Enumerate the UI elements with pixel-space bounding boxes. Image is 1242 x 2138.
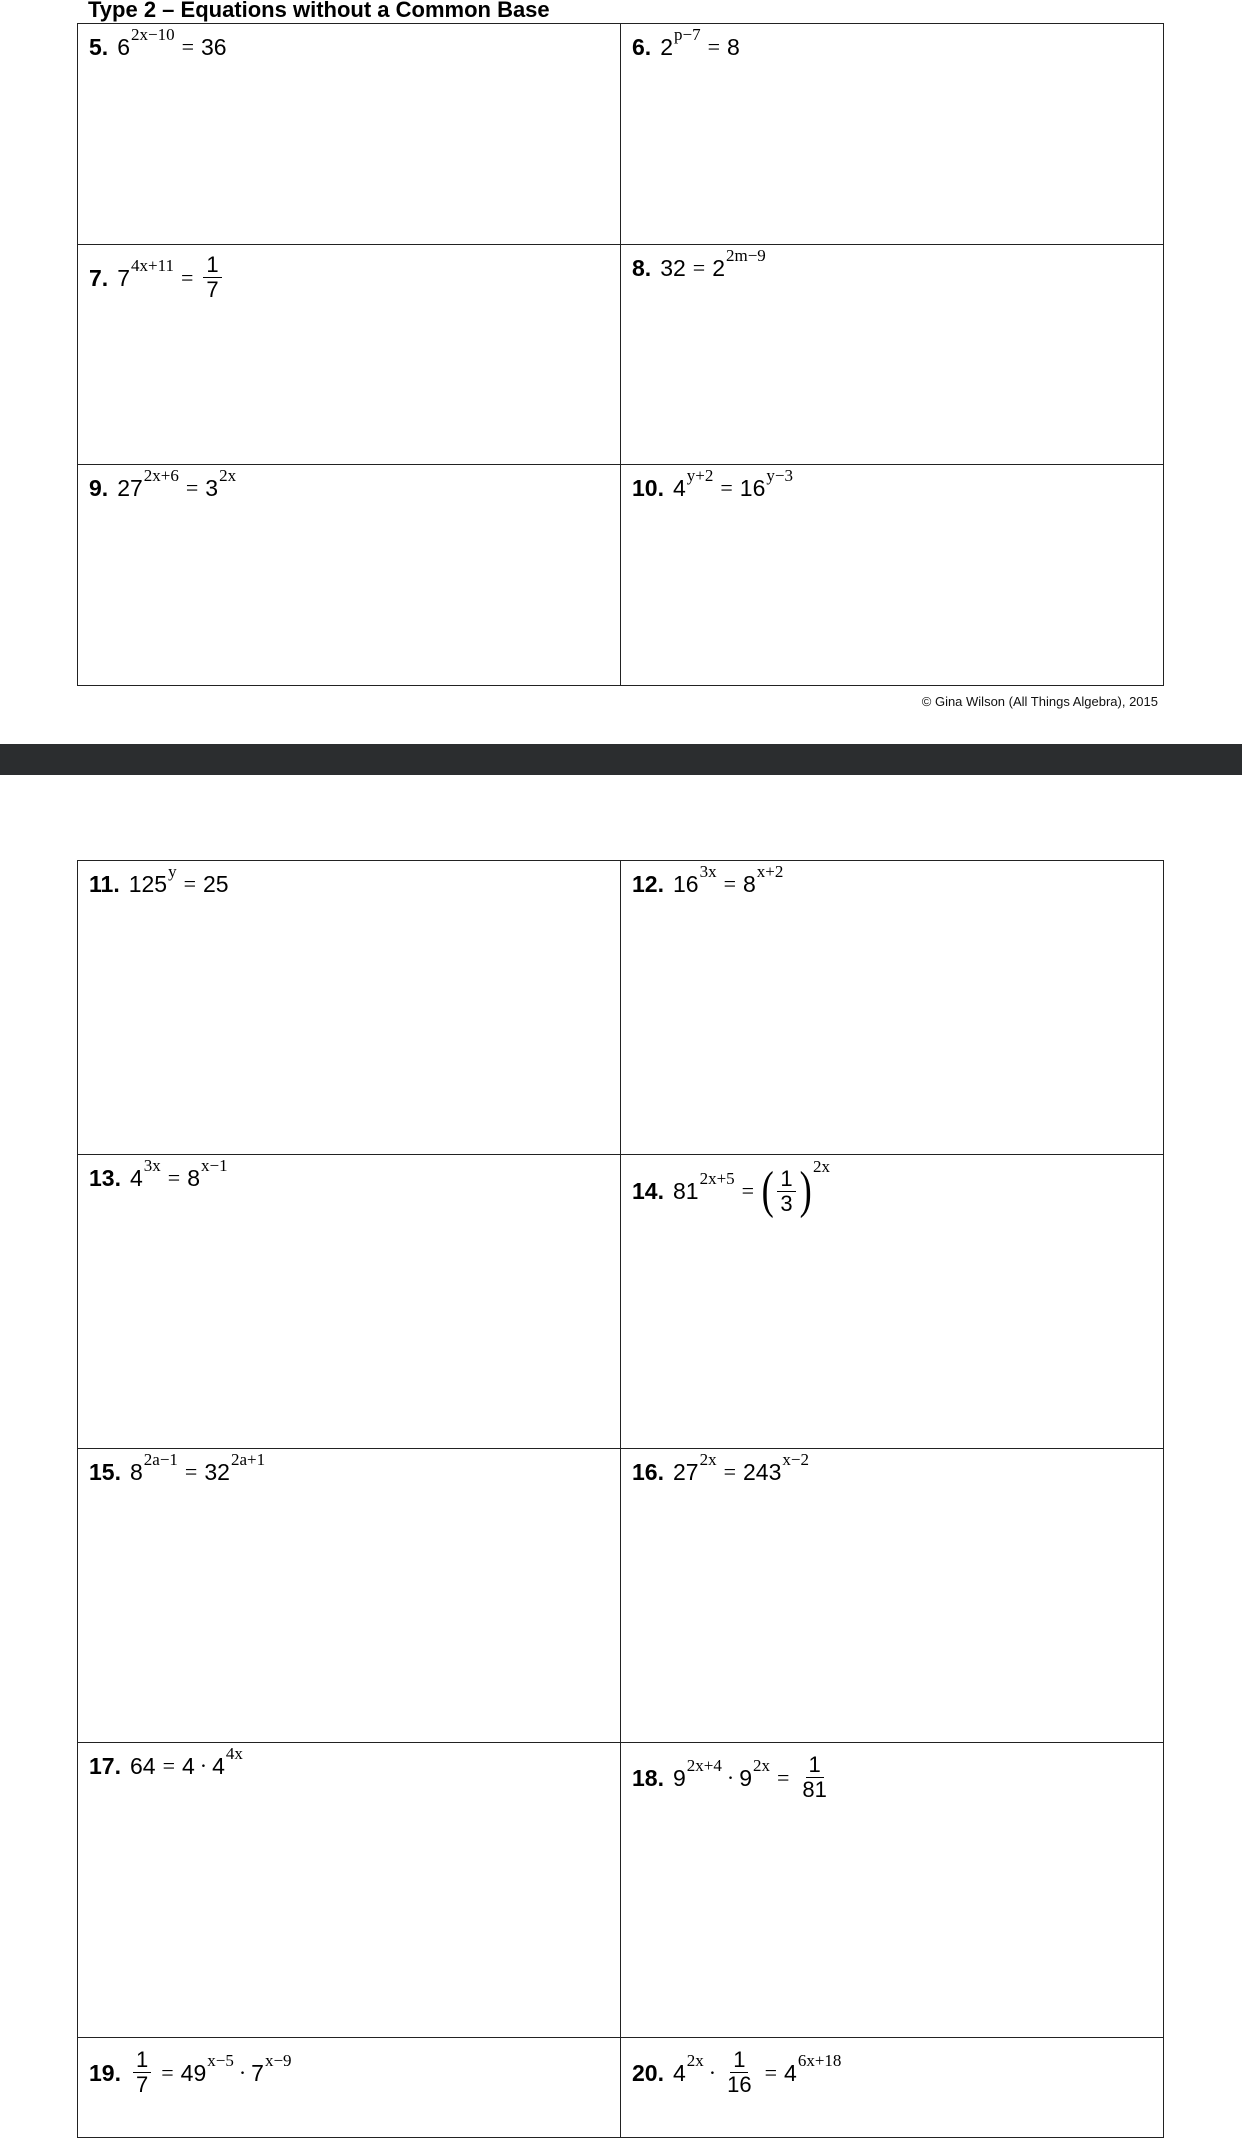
- worksheet-page-1: [0, 0, 1242, 744]
- problem-cell-8: [621, 245, 1164, 465]
- section-title: Type 2 – Equations without a Common Base: [88, 0, 550, 22]
- fraction: $\frac{1}{16}$: [727, 2047, 752, 2097]
- problem-cell-17: [78, 1743, 621, 2038]
- problem-cell-18: [621, 1743, 1164, 2038]
- problem-cell-7: [78, 245, 621, 465]
- problem-18: 18. 9 2x+4 · 9 2x = $\frac{1}{81}$: [632, 1753, 833, 1802]
- problem-11: 11. 125 y = 25: [89, 862, 229, 897]
- problem-cell-5: [78, 24, 621, 245]
- fraction: $\frac{1}{7}$: [133, 2048, 151, 2097]
- problem-5: 5. 6 2x−10 = 36: [89, 25, 227, 60]
- problem-cell-11: [78, 861, 621, 1155]
- fraction: $\frac{1}{7}$: [203, 253, 221, 302]
- problem-12: 12. 16 3x = 8 x+2: [632, 862, 784, 897]
- problem-16: 16. 27 2x = 243 x−2: [632, 1450, 809, 1485]
- fraction: $\frac{1}{81}$: [802, 1752, 827, 1802]
- problem-13: 13. 4 3x = 8 x−1: [89, 1156, 228, 1191]
- problem-8: 8. 32 = 2 2m−9: [632, 246, 766, 281]
- problem-cell-15: [78, 1449, 621, 1743]
- problem-cell-13: [78, 1155, 621, 1449]
- problem-grid-1: [77, 23, 1164, 686]
- problem-20: 20. 4 2x · $\frac{1}{16}$ = 4 6x+18: [632, 2047, 842, 2097]
- problem-cell-10: [621, 465, 1164, 686]
- problem-cell-19: [78, 2038, 621, 2138]
- problem-15: 15. 8 2a−1 = 32 2a+1: [89, 1450, 266, 1485]
- problem-9: 9. 27 2x+6 = 3 2x: [89, 466, 237, 501]
- problem-cell-9: [78, 465, 621, 686]
- worksheet-page-2: [0, 775, 1242, 2125]
- problem-cell-20: [621, 2038, 1164, 2138]
- problem-cell-6: [621, 24, 1164, 245]
- problem-grid-2: [77, 860, 1164, 2138]
- problem-17: 17. 64 = 4 · 4 4x: [89, 1744, 243, 1779]
- left-paren: (: [761, 1162, 774, 1219]
- problem-cell-14: [621, 1155, 1164, 1449]
- problem-10: 10. 4 y+2 = 16 y−3: [632, 466, 793, 501]
- problem-cell-12: [621, 861, 1164, 1155]
- page-separator: [0, 744, 1242, 775]
- right-paren: ): [799, 1162, 812, 1219]
- problem-6: 6. 2 p−7 = 8: [632, 25, 740, 60]
- copyright-notice: © Gina Wilson (All Things Algebra), 2015: [921, 694, 1158, 709]
- problem-14: 14. 81 2x+5 = ( $\frac{1}{3}$ ) 2x: [632, 1157, 830, 1219]
- problem-cell-16: [621, 1449, 1164, 1743]
- fraction: $\frac{1}{3}$: [777, 1167, 795, 1216]
- problem-7: 7. 7 4x+11 = $\frac{1}{7}$: [89, 253, 225, 302]
- problem-19: 19. $\frac{1}{7}$ = 49 x−5 · 7 x−9: [89, 2047, 292, 2097]
